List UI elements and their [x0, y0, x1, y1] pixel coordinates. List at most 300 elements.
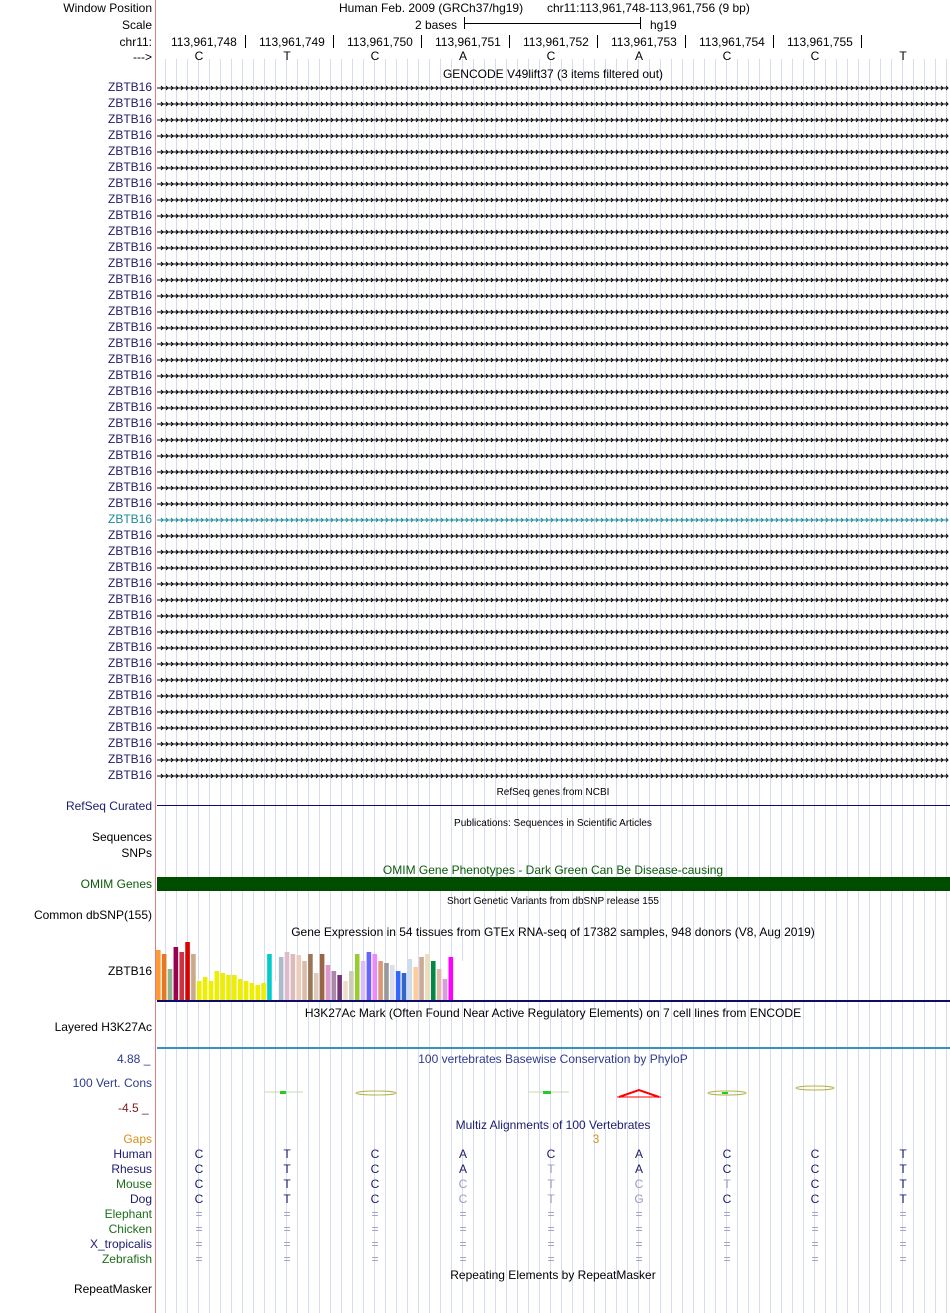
gencode-gene-label[interactable]: ZBTB16: [107, 592, 152, 606]
gtex-bar[interactable]: [279, 957, 284, 1000]
gencode-arrow-line: [157, 342, 948, 346]
gencode-gene-label[interactable]: ZBTB16: [107, 288, 152, 302]
multiz-base: C: [634, 1177, 644, 1191]
gencode-arrow-line: [157, 118, 948, 122]
multiz-base: T: [547, 1162, 555, 1176]
gencode-gene-arrows[interactable]: [157, 707, 949, 717]
phylop-min: -4.5 _: [118, 1101, 149, 1115]
gencode-arrow-line: [157, 102, 948, 106]
gencode-gene-label[interactable]: ZBTB16: [107, 736, 152, 750]
base: C: [370, 49, 380, 63]
multiz-base: C: [810, 1192, 820, 1206]
multiz-species-label[interactable]: Rhesus: [111, 1162, 152, 1176]
gencode-gene-label[interactable]: ZBTB16: [107, 752, 152, 766]
gencode-arrow-line: [157, 390, 948, 394]
multiz-base: =: [371, 1207, 379, 1221]
multiz-base: C: [194, 1162, 204, 1176]
gtex-bar[interactable]: [408, 959, 413, 1000]
multiz-base: T: [899, 1147, 907, 1161]
dbsnp-label[interactable]: Common dbSNP(155): [33, 908, 152, 922]
gencode-arrow-line: [157, 502, 948, 506]
phylop-signal[interactable]: [157, 1080, 950, 1102]
multiz-species-label[interactable]: X_tropicalis: [89, 1237, 152, 1251]
gtex-bar[interactable]: [419, 957, 424, 1000]
base: T: [283, 49, 291, 63]
gencode-arrow-line: [157, 246, 948, 250]
refseq-label[interactable]: RefSeq Curated: [65, 799, 152, 813]
multiz-species-label[interactable]: Zebrafish: [101, 1252, 152, 1266]
ruler-pos: 113,961,754: [699, 35, 765, 49]
gencode-gene-arrows[interactable]: [157, 275, 949, 285]
ruler-pos: 113,961,749: [259, 35, 325, 49]
gencode-arrow-line: [157, 726, 948, 730]
multiz-base: =: [899, 1252, 907, 1266]
gencode-arrow-line: [157, 742, 948, 746]
gencode-gene-label[interactable]: ZBTB16: [107, 368, 152, 382]
gencode-gene-arrows[interactable]: [157, 611, 949, 621]
multiz-base: =: [371, 1237, 379, 1251]
gtex-bar[interactable]: [244, 981, 249, 1000]
gencode-gene-label[interactable]: ZBTB16: [107, 240, 152, 254]
gencode-gene-label[interactable]: ZBTB16: [107, 352, 152, 366]
gtex-bar[interactable]: [425, 954, 430, 1000]
gtex-bar[interactable]: [296, 955, 301, 1000]
gencode-gene-arrows[interactable]: [157, 579, 949, 589]
multiz-base: T: [283, 1177, 291, 1191]
gencode-gene-arrows[interactable]: [157, 675, 949, 685]
gtex-bar[interactable]: [326, 965, 331, 1000]
gencode-gene-label[interactable]: ZBTB16: [107, 496, 152, 510]
gencode-arrow-line: [157, 470, 948, 474]
multiz-base: C: [810, 1177, 820, 1191]
gtex-bar[interactable]: [396, 971, 401, 1000]
multiz-base: =: [371, 1252, 379, 1266]
gencode-gene-label[interactable]: ZBTB16: [107, 672, 152, 686]
gtex-bar[interactable]: [308, 954, 313, 1000]
gencode-arrow-line: [157, 422, 948, 426]
multiz-base: =: [635, 1222, 643, 1236]
multiz-base: =: [283, 1252, 291, 1266]
multiz-base: T: [723, 1177, 731, 1191]
multiz-base: =: [547, 1252, 555, 1266]
gencode-gene-arrows[interactable]: [157, 211, 949, 221]
gencode-gene-label[interactable]: ZBTB16: [107, 560, 152, 574]
gencode-gene-arrows[interactable]: [157, 627, 949, 637]
gtex-bar[interactable]: [302, 961, 307, 1000]
gtex-bar[interactable]: [191, 954, 196, 1000]
multiz-base: =: [283, 1207, 291, 1221]
gtex-bar[interactable]: [168, 969, 173, 1000]
gencode-gene-arrows[interactable]: [157, 547, 949, 557]
gencode-gene-label[interactable]: ZBTB16: [107, 224, 152, 238]
scale-label: Scale: [121, 18, 152, 32]
multiz-base: C: [810, 1147, 820, 1161]
gtex-bar[interactable]: [226, 975, 231, 1000]
gencode-gene-arrows[interactable]: [157, 179, 949, 189]
gencode-gene-label[interactable]: ZBTB16: [107, 480, 152, 494]
gencode-gene-arrows[interactable]: [157, 355, 949, 365]
gencode-gene-arrows[interactable]: [157, 739, 949, 749]
multiz-base: =: [811, 1237, 819, 1251]
gencode-arrow-line: [157, 518, 948, 522]
gencode-gene-arrows[interactable]: [157, 595, 949, 605]
gtex-bar[interactable]: [337, 975, 342, 1000]
ruler-pos: 113,961,753: [611, 35, 677, 49]
multiz-base: =: [811, 1207, 819, 1221]
gtex-bar[interactable]: [384, 963, 389, 1000]
gencode-gene-arrows[interactable]: [157, 515, 949, 525]
gtex-bar[interactable]: [413, 967, 418, 1000]
scale-db: hg19: [650, 18, 677, 32]
gtex-bar[interactable]: [390, 965, 395, 1000]
gencode-gene-label[interactable]: ZBTB16: [107, 192, 152, 206]
multiz-base: =: [547, 1237, 555, 1251]
multiz-base: T: [283, 1192, 291, 1206]
gencode-gene-label[interactable]: ZBTB16: [107, 128, 152, 142]
gtex-bar[interactable]: [314, 973, 319, 1000]
gtex-bar[interactable]: [402, 973, 407, 1000]
gtex-bar[interactable]: [179, 952, 184, 1000]
multiz-base: =: [811, 1252, 819, 1266]
multiz-base: =: [195, 1222, 203, 1236]
dbsnp-title: Short Genetic Variants from dbSNP release 155: [447, 896, 659, 907]
gencode-arrow-line: [157, 230, 948, 234]
phylop-title: 100 vertebrates Basewise Conservation by PhyloP: [418, 1052, 688, 1066]
phylop-glyph: [265, 1086, 834, 1097]
multiz-base: A: [634, 1147, 644, 1161]
gencode-gene-arrows[interactable]: [157, 403, 949, 413]
scale-bar-right-tick: [640, 17, 641, 29]
gencode-gene-label[interactable]: ZBTB16: [107, 416, 152, 430]
gencode-arrow-line: [157, 582, 948, 586]
gencode-gene-label[interactable]: ZBTB16: [107, 432, 152, 446]
gencode-arrow-line: [157, 310, 948, 314]
multiz-base: =: [635, 1207, 643, 1221]
gtex-bar[interactable]: [203, 977, 208, 1000]
phylop-label[interactable]: 100 Vert. Cons: [72, 1076, 152, 1090]
gencode-arrow-line: [157, 182, 948, 186]
gencode-gene-label[interactable]: ZBTB16: [107, 544, 152, 558]
gtex-bar[interactable]: [197, 981, 202, 1000]
gencode-arrow-line: [157, 438, 948, 442]
multiz-base: C: [370, 1162, 380, 1176]
gencode-gene-arrows[interactable]: [157, 531, 949, 541]
multiz-base: =: [459, 1237, 467, 1251]
multiz-base: T: [283, 1162, 291, 1176]
gencode-gene-arrows[interactable]: [157, 643, 949, 653]
multiz-base: A: [458, 1147, 468, 1161]
gtex-bar[interactable]: [273, 981, 278, 1000]
gencode-gene-label[interactable]: ZBTB16: [107, 80, 152, 94]
multiz-base: C: [194, 1147, 204, 1161]
h3k27-title: H3K27Ac Mark (Often Found Near Active Regulatory Elements) on 7 cell lines from ENCODE: [304, 1006, 802, 1020]
multiz-base: T: [547, 1192, 555, 1206]
gtex-bar[interactable]: [174, 947, 179, 1000]
omim-title: OMIM Gene Phenotypes - Dark Green Can Be Disease-causing: [382, 863, 724, 877]
multiz-base: T: [899, 1177, 907, 1191]
gtex-label[interactable]: ZBTB16: [107, 964, 152, 978]
gencode-gene-label[interactable]: ZBTB16: [107, 576, 152, 590]
gaps-label[interactable]: Gaps: [123, 1132, 152, 1146]
gencode-gene-arrows[interactable]: [157, 307, 949, 317]
gencode-gene-label[interactable]: ZBTB16: [107, 512, 152, 526]
multiz-base: A: [458, 1162, 468, 1176]
h3k27-signal[interactable]: [157, 1047, 950, 1049]
gtex-bar[interactable]: [449, 957, 454, 1000]
gencode-gene-label[interactable]: ZBTB16: [107, 656, 152, 670]
gtex-bar-chart[interactable]: [155, 939, 950, 1003]
gencode-gene-arrows[interactable]: [157, 83, 949, 93]
gencode-gene-arrows[interactable]: [157, 387, 949, 397]
omim-label[interactable]: OMIM Genes: [80, 877, 152, 891]
gencode-gene-label[interactable]: ZBTB16: [107, 176, 152, 190]
gencode-gene-arrows[interactable]: [157, 483, 949, 493]
gencode-gene-label[interactable]: ZBTB16: [107, 256, 152, 270]
gtex-bar[interactable]: [320, 954, 325, 1000]
gencode-gene-label[interactable]: ZBTB16: [107, 640, 152, 654]
gencode-gene-label[interactable]: ZBTB16: [107, 208, 152, 222]
gencode-gene-label[interactable]: ZBTB16: [107, 304, 152, 318]
multiz-base: =: [283, 1222, 291, 1236]
gencode-gene-label[interactable]: ZBTB16: [107, 704, 152, 718]
gencode-arrow-line: [157, 326, 948, 330]
h3k27-label[interactable]: Layered H3K27Ac: [54, 1020, 152, 1034]
multiz-base: =: [195, 1237, 203, 1251]
gencode-gene-label[interactable]: ZBTB16: [107, 400, 152, 414]
multiz-base: A: [634, 1162, 644, 1176]
gencode-gene-arrows[interactable]: [157, 227, 949, 237]
gencode-gene-arrows[interactable]: [157, 147, 949, 157]
gencode-gene-arrows[interactable]: [157, 451, 949, 461]
gtex-bar[interactable]: [250, 983, 255, 1000]
multiz-species-label[interactable]: Chicken: [108, 1222, 152, 1236]
snps-label[interactable]: SNPs: [121, 846, 152, 860]
multiz-title: Multiz Alignments of 100 Vertebrates: [455, 1118, 651, 1132]
gencode-gene-label[interactable]: ZBTB16: [107, 608, 152, 622]
base: C: [810, 49, 820, 63]
gencode-gene-label[interactable]: ZBTB16: [107, 464, 152, 478]
gencode-arrow-line: [157, 662, 948, 666]
gtex-bar[interactable]: [162, 954, 167, 1000]
gencode-gene-label[interactable]: ZBTB16: [107, 688, 152, 702]
gencode-gene-label[interactable]: ZBTB16: [107, 96, 152, 110]
multiz-base: =: [899, 1222, 907, 1236]
gtex-bar[interactable]: [267, 954, 272, 1000]
gtex-bar[interactable]: [185, 942, 190, 1000]
base: C: [546, 49, 556, 63]
multiz-species-label[interactable]: Human: [113, 1147, 152, 1161]
gencode-gene-label[interactable]: ZBTB16: [107, 112, 152, 126]
gencode-arrow-line: [157, 134, 948, 138]
gencode-gene-label[interactable]: ZBTB16: [107, 528, 152, 542]
gencode-gene-label[interactable]: ZBTB16: [107, 160, 152, 174]
gencode-arrow-line: [157, 758, 948, 762]
gencode-arrow-line: [157, 694, 948, 698]
gtex-bar[interactable]: [291, 954, 296, 1000]
gtex-bar[interactable]: [220, 973, 225, 1000]
gencode-gene-arrows[interactable]: [157, 499, 949, 509]
gtex-bar[interactable]: [343, 981, 348, 1000]
gencode-gene-arrows[interactable]: [157, 339, 949, 349]
gencode-gene-label[interactable]: ZBTB16: [107, 448, 152, 462]
gencode-arrow-line: [157, 294, 948, 298]
gencode-arrow-line: [157, 454, 948, 458]
gtex-bar[interactable]: [454, 955, 459, 1000]
multiz-base: =: [723, 1207, 731, 1221]
gtex-bar[interactable]: [372, 954, 377, 1000]
multiz-base: C: [722, 1162, 732, 1176]
gtex-bar[interactable]: [156, 950, 161, 1000]
gencode-gene-arrows[interactable]: [157, 419, 949, 429]
gencode-gene-arrows[interactable]: [157, 371, 949, 381]
multiz-base: T: [899, 1192, 907, 1206]
multiz-base: C: [370, 1177, 380, 1191]
scale-bar-left-tick: [464, 17, 465, 29]
gencode-gene-arrows[interactable]: [157, 163, 949, 173]
gencode-arrow-line: [157, 214, 948, 218]
gtex-bar[interactable]: [215, 971, 220, 1000]
gencode-gene-label[interactable]: ZBTB16: [107, 624, 152, 638]
ruler-pos: 113,961,748: [171, 35, 237, 49]
multiz-base: T: [899, 1162, 907, 1176]
multiz-base: C: [810, 1162, 820, 1176]
gencode-arrow-line: [157, 406, 948, 410]
gtex-bar[interactable]: [378, 961, 383, 1000]
multiz-base: =: [899, 1207, 907, 1221]
multiz-base: =: [195, 1252, 203, 1266]
window-position: chr11:113,961,748-113,961,756 (9 bp): [547, 1, 750, 15]
gencode-gene-label[interactable]: ZBTB16: [107, 272, 152, 286]
refseq-gene-line[interactable]: [157, 805, 950, 806]
gencode-arrow-line: [157, 534, 948, 538]
base: C: [722, 49, 732, 63]
gtex-bar[interactable]: [431, 961, 436, 1000]
base: A: [634, 49, 644, 63]
multiz-base: C: [546, 1147, 556, 1161]
multiz-species-label[interactable]: Elephant: [104, 1207, 152, 1221]
omim-gene-bar[interactable]: [157, 877, 950, 891]
gtex-bar[interactable]: [209, 981, 214, 1000]
ruler-pos: 113,961,751: [435, 35, 501, 49]
multiz-base: =: [459, 1252, 467, 1266]
multiz-base: =: [723, 1237, 731, 1251]
gencode-gene-label[interactable]: ZBTB16: [107, 144, 152, 158]
publications-title: Publications: Sequences in Scientific Articles: [454, 818, 652, 829]
gencode-gene-arrows[interactable]: [157, 467, 949, 477]
gencode-gene-label[interactable]: ZBTB16: [107, 720, 152, 734]
gtex-bar[interactable]: [261, 983, 266, 1000]
multiz-species-label[interactable]: Mouse: [115, 1177, 152, 1191]
gencode-title: GENCODE V49lift37 (3 items filtered out): [442, 67, 664, 81]
base: T: [899, 49, 907, 63]
multiz-base: T: [547, 1177, 555, 1191]
gencode-gene-arrows[interactable]: [157, 659, 949, 669]
gencode-gene-arrows[interactable]: [157, 435, 949, 445]
gtex-bar[interactable]: [466, 975, 471, 1000]
gencode-gene-arrows[interactable]: [157, 563, 949, 573]
gtex-bar[interactable]: [255, 985, 260, 1000]
gencode-gene-arrows[interactable]: [157, 691, 949, 701]
gtex-bar[interactable]: [460, 961, 465, 1000]
gencode-arrow-line: [157, 86, 948, 90]
gtex-bar[interactable]: [232, 975, 237, 1000]
ruler-pos: 113,961,750: [347, 35, 413, 49]
gencode-arrow-line: [157, 678, 948, 682]
multiz-base: =: [723, 1252, 731, 1266]
gtex-bar[interactable]: [361, 961, 366, 1000]
sequences-label[interactable]: Sequences: [91, 830, 152, 844]
multiz-base: =: [547, 1207, 555, 1221]
gtex-bar[interactable]: [355, 954, 360, 1000]
gtex-bar[interactable]: [285, 952, 290, 1000]
gencode-gene-arrows[interactable]: [157, 243, 949, 253]
gencode-gene-arrows[interactable]: [157, 259, 949, 269]
gencode-arrow-line: [157, 774, 948, 778]
gtex-bar[interactable]: [238, 979, 243, 1000]
multiz-base: =: [459, 1207, 467, 1221]
gencode-gene-label[interactable]: ZBTB16: [107, 336, 152, 350]
multiz-base: C: [370, 1192, 380, 1206]
gencode-gene-arrows[interactable]: [157, 195, 949, 205]
gtex-bar[interactable]: [332, 971, 337, 1000]
gencode-gene-arrows[interactable]: [157, 291, 949, 301]
gencode-gene-arrows[interactable]: [157, 755, 949, 765]
gencode-gene-label[interactable]: ZBTB16: [107, 320, 152, 334]
gencode-arrow-line: [157, 150, 948, 154]
repeat-label[interactable]: RepeatMasker: [73, 1282, 152, 1296]
gencode-gene-arrows[interactable]: [157, 115, 949, 125]
gtex-baseline: [157, 1000, 950, 1002]
gencode-gene-label[interactable]: ZBTB16: [107, 384, 152, 398]
multiz-base: C: [722, 1192, 732, 1206]
gencode-arrow-line: [157, 598, 948, 602]
gencode-gene-arrows[interactable]: [157, 323, 949, 333]
multiz-base: =: [547, 1222, 555, 1236]
gencode-gene-label[interactable]: ZBTB16: [107, 768, 152, 782]
multiz-base: C: [194, 1192, 204, 1206]
multiz-base: C: [458, 1192, 468, 1206]
ruler-pos: 113,961,755: [787, 35, 853, 49]
gencode-gene-arrows[interactable]: [157, 131, 949, 141]
gencode-arrow-line: [157, 262, 948, 266]
gencode-arrow-line: [157, 198, 948, 202]
assembly-name: Human Feb. 2009 (GRCh37/hg19): [339, 1, 524, 15]
gtex-bar[interactable]: [367, 952, 372, 1000]
multiz-species-label[interactable]: Dog: [129, 1192, 152, 1206]
multiz-base: =: [195, 1207, 203, 1221]
multiz-base: =: [459, 1222, 467, 1236]
gencode-gene-arrows[interactable]: [157, 99, 949, 109]
multiz-base: T: [283, 1147, 291, 1161]
gaps-count: 3: [592, 1132, 600, 1146]
gencode-gene-arrows[interactable]: [157, 771, 949, 781]
base: C: [194, 49, 204, 63]
gencode-arrow-line: [157, 630, 948, 634]
gencode-arrow-line: [157, 566, 948, 570]
chrom-label: chr11:: [119, 35, 152, 49]
gencode-arrow-line: [157, 358, 948, 362]
gencode-gene-arrows[interactable]: [157, 723, 949, 733]
multiz-base: =: [723, 1222, 731, 1236]
scale-bar: [464, 23, 640, 24]
gtex-bar[interactable]: [437, 969, 442, 1000]
gtex-bar[interactable]: [349, 971, 354, 1000]
gencode-arrow-line: [157, 710, 948, 714]
strand-label: --->: [133, 50, 152, 64]
multiz-base: =: [371, 1222, 379, 1236]
gtex-bar[interactable]: [443, 979, 448, 1000]
refseq-title: RefSeq genes from NCBI: [496, 787, 610, 798]
